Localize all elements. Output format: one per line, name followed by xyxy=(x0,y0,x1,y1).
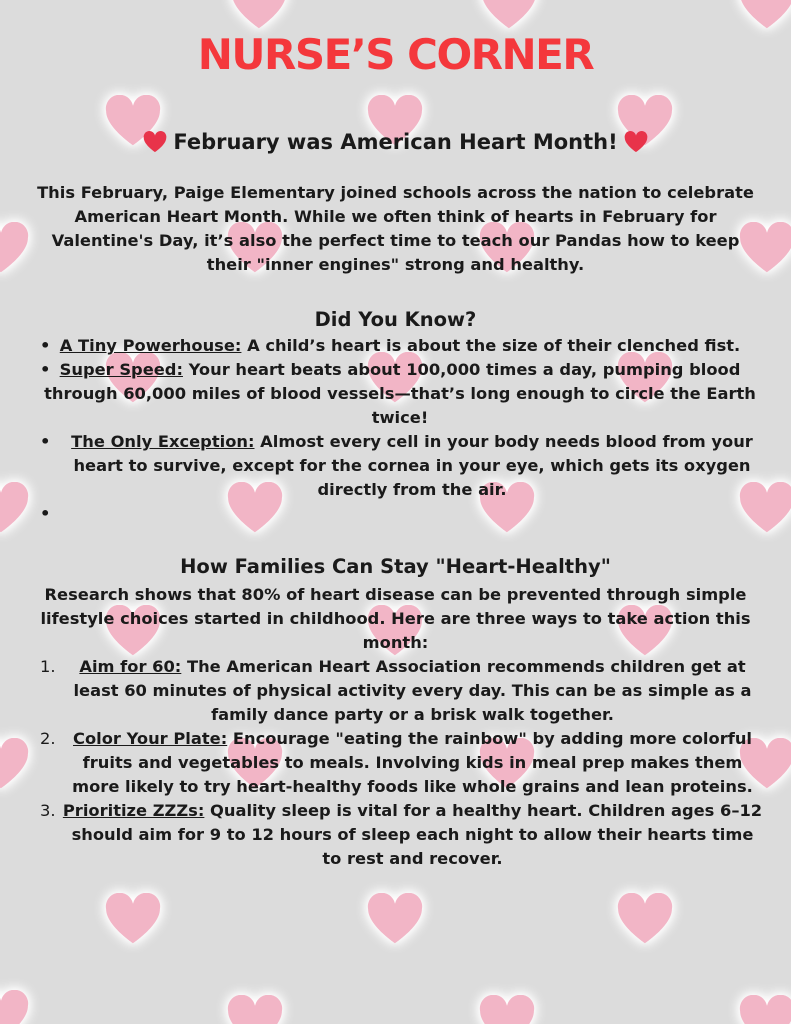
fact-label: The Only Exception: xyxy=(71,432,255,451)
did-you-know-heading: Did You Know? xyxy=(314,308,477,331)
list-item xyxy=(40,727,765,799)
bullet: • xyxy=(40,432,51,451)
step-text: The American Heart Association recommends children get at least 60 minutes of physical activity every day. This can be as simple as a family dance party or a brisk walk together. xyxy=(73,657,752,724)
heart-month-heading-row xyxy=(0,130,791,154)
bullet: • xyxy=(40,360,51,379)
fact-text: Almost every cell in your body needs blood from your heart to survive, except for the cornea in your eye, which gets its oxygen directly from the air. xyxy=(73,432,753,499)
research-paragraph: Research shows that 80% of heart disease can be prevented through simple lifestyle choices started in childhood. Here are three ways to take action this month: xyxy=(40,585,751,652)
fact-label: A Tiny Powerhouse: xyxy=(59,336,242,355)
fact-label: Super Speed: xyxy=(59,360,183,379)
step-label: Color Your Plate: xyxy=(73,729,228,748)
heart-month-heading: February was American Heart Month! xyxy=(173,130,618,154)
fact-text: A child’s heart is about the size of their clenched fist. xyxy=(241,336,741,355)
heart-healthy-heading: How Families Can Stay "Heart-Healthy" xyxy=(180,555,611,578)
step-text: Encourage "eating the rainbow" by adding more colorful fruits and vegetables to meals. Involving kids in meal prep makes them more likely to try heart-healthy foods like whole grains and lean proteins. xyxy=(72,729,753,796)
list-item xyxy=(40,358,760,430)
red-heart-icon xyxy=(624,131,648,153)
step-text: Quality sleep is vital for a healthy heart. Children ages 6–12 should aim for 9 to 12 hours of sleep each night to allow their hearts time to rest and recover. xyxy=(71,801,763,868)
empty-list-item xyxy=(40,502,760,526)
list-item xyxy=(40,655,765,727)
step-number: 1. xyxy=(40,657,56,676)
step-label: Aim for 60: xyxy=(79,657,182,676)
step-number: 3. xyxy=(40,801,56,820)
page-title: NURSE’S CORNER xyxy=(197,30,594,79)
step-number: 2. xyxy=(40,729,56,748)
list-item xyxy=(40,334,760,358)
intro-paragraph: This February, Paige Elementary joined schools across the nation to celebrate American Heart Month. While we often think of hearts in February for Valentine's Day, it’s also the perfect time to teach our Pandas how to keep their "inner engines" strong and healthy. xyxy=(37,183,754,274)
list-item xyxy=(40,430,760,502)
action-steps-list xyxy=(40,655,765,871)
facts-list xyxy=(40,334,760,526)
list-item xyxy=(40,799,765,871)
step-label: Prioritize ZZZs: xyxy=(62,801,205,820)
red-heart-icon xyxy=(143,131,167,153)
fact-text: Your heart beats about 100,000 times a day, pumping blood through 60,000 miles of blood vessels—that’s long enough to circle the Earth twice! xyxy=(44,360,756,427)
bullet: • xyxy=(40,336,51,355)
bullet: • xyxy=(40,504,51,523)
